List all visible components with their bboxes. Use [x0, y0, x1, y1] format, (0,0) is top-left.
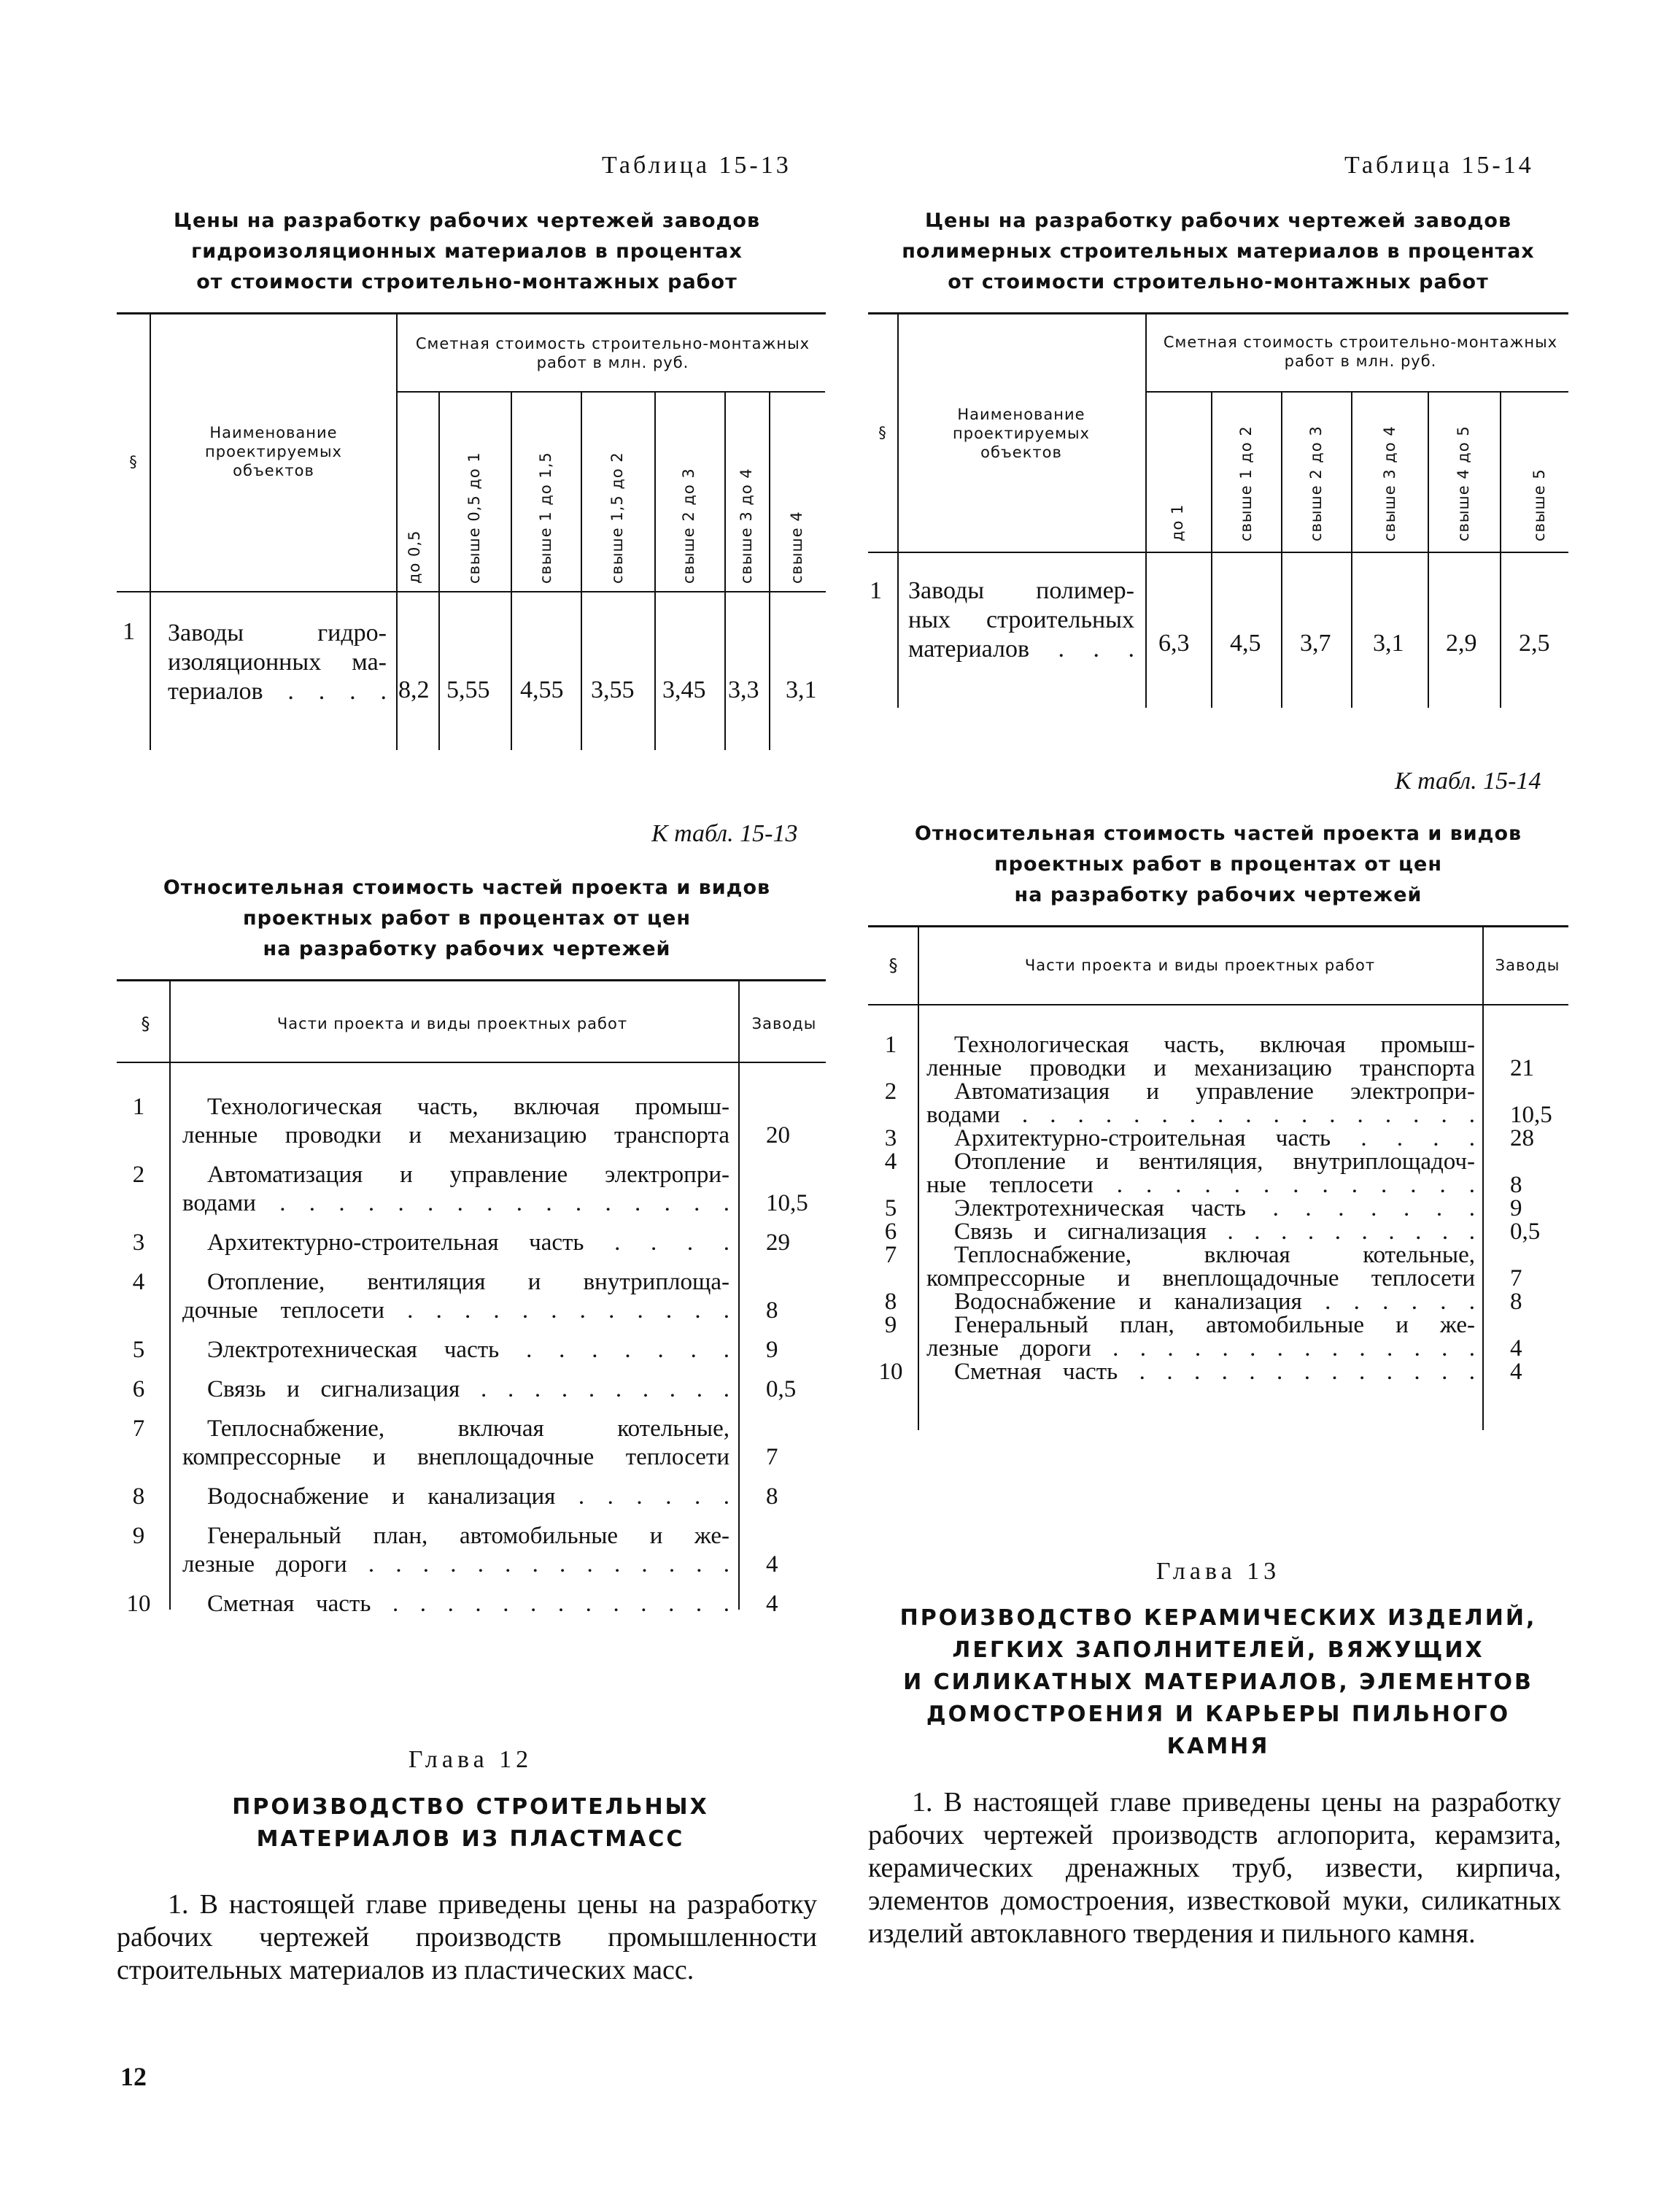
chapter-12-title: [117, 1791, 824, 1856]
col-header-name: Части проекта и виды проектных работ: [276, 1015, 628, 1032]
item-value: 4: [1510, 1359, 1522, 1385]
table-rule: [117, 591, 826, 592]
row-name: [908, 576, 1134, 664]
item-number: 2: [884, 1078, 897, 1105]
row-number: 1: [870, 577, 882, 604]
item-number: 6: [132, 1376, 145, 1402]
item-number: 9: [132, 1523, 145, 1549]
col-header: свыше 5: [1530, 468, 1548, 541]
item-label-line: Водоснабжение и канализация . . . . . .: [207, 1483, 729, 1510]
item-label-line: Сметная часть . . . . . . . . . . . . .: [207, 1591, 729, 1617]
item-label-line: водами . . . . . . . . . . . . . . . .: [182, 1190, 729, 1216]
row-name-line: материалов . . .: [908, 636, 1134, 663]
item-label-line: Электротехническая часть . . . . . . .: [207, 1337, 729, 1363]
item-label-line: ные теплосети . . . . . . . . . . . . .: [926, 1172, 1475, 1198]
chapter-13-paragraph: 1. В настоящей главе приведены цены на разработку рабочих чертежей производств аглопорита, керамзита, керамических дренажных труб, извести, кирпича, элементов домостроения, известковой муки, силикатных изделий автоклавного твердения и пильного камня.: [868, 1787, 1561, 1949]
value-cell: 2,9: [1446, 630, 1477, 657]
title-line: ДОМОСТРОЕНИЯ И КАРЬЕРЫ ПИЛЬНОГО: [926, 1702, 1511, 1727]
row-name-line: териалов . . . .: [168, 678, 387, 705]
table-rule: [117, 1062, 826, 1063]
item-value: 29: [766, 1229, 790, 1256]
item-number: 1: [132, 1094, 145, 1120]
item-value: 0,5: [1510, 1219, 1541, 1245]
subtable-title: [868, 819, 1568, 911]
col-header-para: §: [889, 955, 899, 976]
item-label-line: водами . . . . . . . . . . . . . . . . .: [926, 1102, 1475, 1128]
item-number: 6: [884, 1219, 897, 1245]
item-value: 4: [766, 1551, 778, 1578]
title-line: ПРОИЗВОДСТВО СТРОИТЕЛЬНЫХ: [232, 1794, 709, 1820]
table-rule: [581, 393, 582, 750]
col-header: до 1: [1169, 503, 1186, 541]
row-name-line: ных строительных: [908, 606, 1134, 633]
item-value: 8: [766, 1297, 778, 1324]
title-line: гидроизоляционных материалов в процентах: [191, 240, 743, 263]
table-rule: [511, 393, 512, 750]
row-name-line: Заводы гидро-: [168, 619, 387, 646]
chapter-13-number: Глава 13: [1156, 1558, 1281, 1585]
col-header: до 0,5: [406, 530, 423, 584]
item-label-line: Архитектурно-строительная часть . . . .: [207, 1229, 729, 1256]
title-line: МАТЕРИАЛОВ ИЗ ПЛАСТМАСС: [256, 1826, 685, 1852]
value-cell: 3,7: [1300, 630, 1331, 657]
col-header: свыше 1 до 1,5: [537, 452, 554, 584]
col-group-header: Сметная стоимость строительно-монтажных работ в млн. руб.: [1163, 333, 1558, 370]
table-rule: [738, 981, 740, 1610]
value-cell: 4,55: [520, 676, 564, 703]
table-rule: [1211, 393, 1212, 708]
col-header-value: Заводы: [1495, 957, 1560, 974]
item-number: 5: [132, 1337, 145, 1363]
value-cell: 8,2: [398, 676, 430, 703]
item-label-line: компрессорные и внеплощадочные теплосети: [926, 1265, 1475, 1291]
item-number: 4: [884, 1148, 897, 1175]
table-rule: [1428, 393, 1429, 708]
row-name-line: Заводы полимер-: [908, 577, 1134, 604]
title-line: ЛЕГКИХ ЗАПОЛНИТЕЛЕЙ, ВЯЖУЩИХ: [952, 1637, 1484, 1663]
item-label-line: дочные теплосети . . . . . . . . . . . .: [182, 1297, 729, 1324]
item-number: 2: [132, 1162, 145, 1188]
item-number: 8: [132, 1483, 145, 1510]
title-line: Цены на разработку рабочих чертежей заводов: [924, 209, 1512, 232]
table-rule: [918, 927, 919, 1430]
table-rule: [438, 393, 440, 750]
col-header: свыше 1 до 2: [1237, 425, 1255, 541]
item-label-line: Электротехническая часть . . . . . . .: [954, 1195, 1475, 1221]
title-line: Цены на разработку рабочих чертежей заводов: [173, 209, 761, 232]
table-top-rule: [868, 925, 1568, 927]
table-rule: [396, 391, 825, 393]
col-header-name: Наименование проектируемых объектов: [205, 424, 342, 479]
col-header-para: §: [129, 453, 138, 471]
subtable-title: [117, 873, 817, 965]
table-rule: [868, 1004, 1568, 1005]
table-rule: [1500, 393, 1501, 708]
title-line: ПРОИЗВОДСТВО КЕРАМИЧЕСКИХ ИЗДЕЛИЙ,: [899, 1605, 1537, 1631]
title-line: полимерных строительных материалов в процентах: [902, 240, 1535, 263]
item-label-line: Автоматизация и управление электропри-: [207, 1162, 729, 1188]
table-rule: [769, 393, 770, 750]
col-header-name: Наименование проектируемых объектов: [953, 406, 1090, 461]
col-header: свыше 4 до 5: [1455, 425, 1472, 541]
item-label-line: Теплоснабжение, включая котельные,: [207, 1416, 729, 1442]
chapter-12-paragraph: 1. В настоящей главе приведены цены на разработку рабочих чертежей производств промышленности строительных материалов из пластических масс.: [117, 1889, 817, 1985]
item-value: 7: [1510, 1265, 1522, 1291]
item-label-line: Автоматизация и управление электропри-: [954, 1078, 1475, 1105]
item-number: 3: [132, 1229, 145, 1256]
item-label-line: Связь и сигнализация . . . . . . . . . .: [954, 1219, 1475, 1245]
item-value: 8: [766, 1483, 778, 1510]
item-label-line: ленные проводки и механизацию транспорта: [926, 1055, 1475, 1081]
item-number: 8: [884, 1289, 897, 1315]
item-label-line: лезные дороги . . . . . . . . . . . . . .: [182, 1551, 729, 1578]
item-number: 10: [126, 1591, 151, 1617]
item-value: 28: [1510, 1125, 1534, 1151]
table-15-14-title: [868, 206, 1568, 298]
chapter-12-number: Глава 12: [408, 1746, 533, 1773]
table-rule: [1482, 927, 1484, 1430]
value-cell: 3,55: [591, 676, 635, 703]
col-header: свыше 4: [788, 511, 805, 584]
table-top-rule: [868, 312, 1568, 314]
item-value: 10,5: [1510, 1102, 1552, 1128]
row-number: 1: [123, 618, 135, 645]
title-line: И СИЛИКАТНЫХ МАТЕРИАЛОВ, ЭЛЕМЕНТОВ: [903, 1669, 1533, 1695]
col-header-value: Заводы: [751, 1015, 817, 1032]
table-rule: [1281, 393, 1282, 708]
table-rule: [897, 314, 899, 708]
value-cell: 3,3: [728, 676, 759, 703]
item-number: 5: [884, 1195, 897, 1221]
col-header-para: §: [141, 1013, 151, 1034]
item-value: 4: [1510, 1335, 1522, 1362]
item-label-line: Технологическая часть, включая промыш-: [207, 1094, 729, 1120]
table-rule: [169, 981, 171, 1610]
value-cell: 4,5: [1230, 630, 1261, 657]
title-line: проектных работ в процентах от цен: [243, 907, 691, 930]
item-label-line: Сметная часть . . . . . . . . . . . . .: [954, 1359, 1475, 1385]
value-cell: 3,1: [1373, 630, 1404, 657]
page-number: 12: [120, 2062, 147, 2091]
title-line: от стоимости строительно-монтажных работ: [948, 271, 1489, 293]
item-value: 8: [1510, 1289, 1522, 1315]
item-value: 4: [766, 1591, 778, 1617]
col-group-header: Сметная стоимость строительно-монтажных работ в млн. руб.: [415, 335, 810, 371]
item-number: 7: [884, 1242, 897, 1268]
title-line: проектных работ в процентах от цен: [994, 853, 1442, 876]
item-value: 21: [1510, 1055, 1534, 1081]
item-number: 7: [132, 1416, 145, 1442]
table-15-13-title: [117, 206, 817, 298]
item-value: 9: [766, 1337, 778, 1363]
table-top-rule: [117, 312, 826, 314]
table-rule: [724, 393, 726, 750]
item-value: 8: [1510, 1172, 1522, 1198]
table-rule: [1145, 391, 1568, 393]
value-cell: 3,45: [662, 676, 706, 703]
item-value: 9: [1510, 1195, 1522, 1221]
item-label-line: Технологическая часть, включая промыш-: [954, 1032, 1475, 1058]
item-label-line: Отопление, вентиляция и внутриплоща-: [207, 1269, 729, 1295]
item-label-line: компрессорные и внеплощадочные теплосети: [182, 1444, 729, 1470]
item-value: 20: [766, 1122, 790, 1148]
table-rule: [150, 314, 151, 750]
title-line: Относительная стоимость частей проекта и видов: [163, 876, 771, 899]
title-line: от стоимости строительно-монтажных работ: [196, 271, 738, 293]
col-header: свыше 2 до 3: [1307, 425, 1325, 541]
table-rule: [396, 314, 398, 750]
item-number: 1: [884, 1032, 897, 1058]
item-number: 4: [132, 1269, 145, 1295]
table-15-14-number: Таблица 15-14: [1344, 152, 1534, 179]
ktab-15-14: К табл. 15-14: [1395, 768, 1541, 795]
item-label-line: Теплоснабжение, включая котельные,: [954, 1242, 1475, 1268]
col-header: свыше 2 до 3: [680, 468, 697, 584]
title-line: КАМНЯ: [1166, 1734, 1270, 1759]
table-rule: [1351, 393, 1352, 708]
col-header: свыше 3 до 4: [1381, 425, 1398, 541]
table-rule: [1145, 314, 1147, 708]
item-value: 0,5: [766, 1376, 797, 1402]
item-label-line: Генеральный план, автомобильные и же-: [207, 1523, 729, 1549]
col-header: свыше 1,5 до 2: [608, 452, 626, 584]
item-number: 10: [878, 1359, 903, 1385]
row-name: [168, 619, 387, 706]
item-label-line: лезные дороги . . . . . . . . . . . . . .: [926, 1335, 1475, 1362]
item-value: 7: [766, 1444, 778, 1470]
item-label-line: Отопление и вентиляция, внутриплощадоч-: [954, 1148, 1475, 1175]
title-line: на разработку рабочих чертежей: [263, 938, 671, 960]
item-label-line: Архитектурно-строительная часть . . . .: [954, 1125, 1475, 1151]
col-header-name: Части проекта и виды проектных работ: [1024, 957, 1376, 974]
ktab-15-13: К табл. 15-13: [651, 820, 798, 847]
item-number: 9: [884, 1312, 897, 1338]
value-cell: 2,5: [1519, 630, 1550, 657]
col-header-para: §: [878, 424, 887, 441]
table-top-rule: [117, 979, 826, 981]
title-line: Относительная стоимость частей проекта и видов: [914, 822, 1522, 845]
item-label-line: Генеральный план, автомобильные и же-: [954, 1312, 1475, 1338]
table-rule: [868, 552, 1568, 553]
item-value: 10,5: [766, 1190, 808, 1216]
item-label-line: Водоснабжение и канализация . . . . . .: [954, 1289, 1475, 1315]
col-header: свыше 3 до 4: [738, 468, 755, 584]
value-cell: 5,55: [446, 676, 490, 703]
item-label-line: Связь и сигнализация . . . . . . . . . .: [207, 1376, 729, 1402]
chapter-13-title: [868, 1602, 1568, 1763]
col-header: свыше 0,5 до 1: [465, 452, 483, 584]
table-15-13-number: Таблица 15-13: [602, 152, 791, 179]
value-cell: 3,1: [786, 676, 817, 703]
item-label-line: ленные проводки и механизацию транспорта: [182, 1122, 729, 1148]
title-line: на разработку рабочих чертежей: [1014, 884, 1422, 906]
item-number: 3: [884, 1125, 897, 1151]
value-cell: 6,3: [1158, 630, 1190, 657]
table-rule: [654, 393, 656, 750]
row-name-line: изоляционных ма-: [168, 649, 387, 676]
